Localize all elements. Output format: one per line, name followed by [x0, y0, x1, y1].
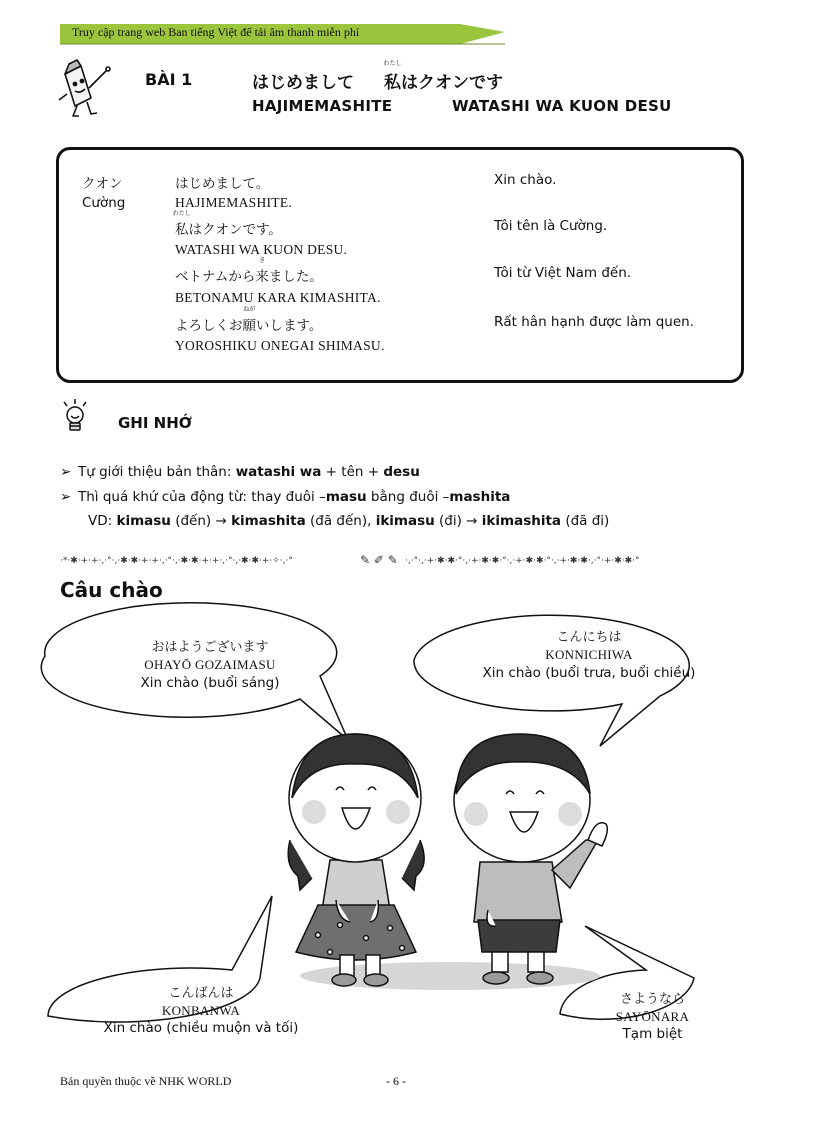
svg-text:✎ ✐ ✎: ✎ ✐ ✎ — [360, 553, 398, 567]
note-example — [88, 513, 609, 529]
arrow-bullet-icon: ➢ — [60, 489, 72, 505]
arrow-bullet-icon: ➢ — [60, 464, 72, 480]
section-title: Câu chào — [60, 578, 163, 602]
greeting-jp: おはようございます — [151, 640, 269, 655]
note-bold: desu — [383, 464, 420, 480]
ruby: わたし — [383, 60, 402, 67]
lesson-title-jp-2 — [383, 60, 503, 93]
dialogue-box — [56, 147, 744, 383]
ruby: き — [259, 257, 266, 264]
note-bold: kimashita — [231, 513, 306, 529]
note-text: bằng đuôi – — [366, 489, 450, 505]
svg-text:·*·✱·+·+·,·°·,·✱·✱·+·+·,·°·,·✱: ·*·✱·+·+·,·°·,·✱·✱·+·+·,·°·,·✱·✱·+·+·,·°·,·✱·✱·+·✧·,·° — [60, 556, 293, 566]
children-illustration — [270, 690, 630, 990]
ruby: わたし — [172, 210, 191, 217]
note-text: VD: — [88, 513, 117, 529]
lesson-title-romaji-2: WATASHI WA KUON DESU — [452, 97, 672, 115]
kana: はクオンです — [401, 73, 503, 93]
banner-text[interactable]: Truy cập trang web Ban tiếng Việt để tải âm thanh miễn phí — [72, 25, 360, 39]
note-bold: masu — [325, 489, 367, 505]
greeting-vi: Xin chào (buổi sáng) — [140, 675, 280, 691]
dialogue-jp-line — [175, 306, 323, 334]
note-text: (đã đi) — [561, 513, 610, 529]
kana: ベトナムから — [175, 269, 256, 285]
dialogue-vi-line: Tôi từ Việt Nam đến. — [494, 265, 632, 281]
dialogue-jp-line — [175, 257, 323, 285]
kanji: 私 — [384, 73, 401, 93]
greeting-jp: こんにちは — [556, 630, 622, 645]
note-text: (đi) → — [434, 513, 482, 529]
lesson-title-romaji-1: HAJIMEMASHITE — [252, 97, 393, 115]
dialogue-vi-line: Rất hân hạnh được làm quen. — [494, 314, 694, 330]
dialogue-romaji-line: YOROSHIKU ONEGAI SHIMASU. — [175, 338, 385, 353]
greeting-romaji: KONNICHIWA — [545, 647, 633, 662]
note-text: (đến) → — [170, 513, 232, 529]
note-bold: ikimasu — [375, 513, 435, 529]
note-bold: mashita — [449, 489, 511, 505]
note-bold: watashi wa — [235, 464, 322, 480]
note-text: Thì quá khứ của động từ: thay đuôi – — [78, 489, 326, 505]
greeting-romaji: OHAYŌ GOZAIMASU — [144, 657, 276, 672]
speaker-1: クオン — [82, 176, 123, 192]
dialogue-vi-line: Tôi tên là Cường. — [494, 218, 608, 234]
dialogue-romaji-line: HAJIMEMASHITE. — [175, 195, 293, 210]
dialogue-romaji-line: WATASHI WA KUON DESU. — [175, 242, 348, 257]
kana: はクオンです。 — [188, 222, 282, 238]
ruby: ねが — [243, 306, 256, 313]
greeting-romaji: SAYŌNARA — [615, 1009, 690, 1024]
kana: よろしくお — [175, 318, 243, 334]
dialogue-romaji-line: BETONAMU KARA KIMASHITA. — [175, 290, 381, 305]
greeting-romaji: KONBANWA — [161, 1003, 241, 1018]
greeting-vi: Xin chào (chiều muộn và tối) — [103, 1020, 299, 1036]
note-bullet-1 — [60, 464, 420, 480]
note-text: (đã đến), — [305, 513, 376, 529]
ornament-divider — [60, 552, 750, 568]
lesson-title-jp-1: はじめまして — [252, 73, 354, 93]
footer-copyright: Bản quyền thuộc về NHK WORLD — [60, 1074, 232, 1088]
greeting-vi: Xin chào (buổi trưa, buổi chiều) — [482, 665, 696, 681]
dialogue-jp-line — [172, 210, 282, 238]
kanji: 願 — [242, 318, 256, 334]
greeting-jp: こんばんは — [168, 986, 234, 1001]
greeting-vi: Tạm biệt — [622, 1026, 683, 1042]
kana: いします。 — [256, 318, 323, 334]
kanji: 来 — [255, 269, 269, 285]
kanji: 私 — [175, 222, 189, 238]
ghi-nho-title: GHI NHỚ — [118, 414, 192, 432]
dialogue-jp-line: はじめまして。 — [175, 176, 270, 192]
lesson-number: BÀI 1 — [145, 70, 193, 89]
dialogue-vi-line: Xin chào. — [494, 172, 557, 188]
pencil-mascot-icon — [55, 58, 117, 122]
greeting-jp: さようなら — [619, 992, 685, 1007]
speaker-2: Cường — [82, 195, 126, 211]
page-number: - 6 - — [386, 1074, 406, 1088]
note-bullet-2 — [60, 489, 510, 505]
svg-text:·,·°·,·+·✱·✱·°·,·+·✱·✱·°·,·+·✱: ·,·°·,·+·✱·✱·°·,·+·✱·✱·°·,·+·✱·✱·°·,·+·✱·✱·,·°·+·✱·✱·° — [405, 556, 640, 566]
kana: ました。 — [268, 269, 323, 285]
note-text: Tự giới thiệu bản thân: — [78, 464, 236, 480]
note-bold: kimasu — [116, 513, 171, 529]
lightbulb-icon — [56, 398, 94, 434]
note-bold: ikimashita — [481, 513, 562, 529]
note-text: + tên + — [321, 464, 384, 480]
